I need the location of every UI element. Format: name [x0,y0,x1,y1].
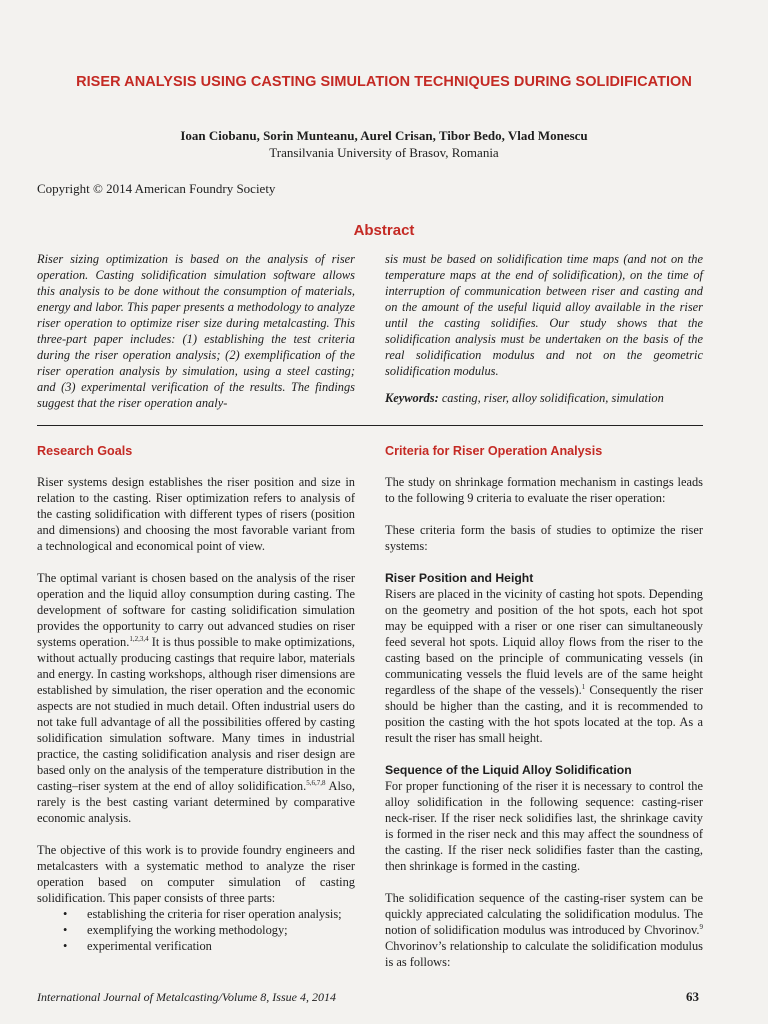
paragraph-text: Chvorinov’s relationship to calculate the solidification modulus is as follows: [385,939,703,969]
journal-footer: International Journal of Metalcasting/Volume 8, Issue 4, 2014 [37,990,336,1004]
citation-ref: 5,6,7,8 [306,778,326,787]
bullet-glyph: • [63,939,68,953]
paragraph-text: The optimal variant is chosen based on the analysis of the riser operation and the liquid alloy consumption during casting. The development of software for casting solidification simulation provides the opportunity to carry out advanced studies on riser systems operation. [37,571,355,649]
abstract-paragraph-right: sis must be based on solidification time maps (and not on the temperature maps at the end of solidification), on the time of interruption of communication between riser and casting and on the amount of the useful liquid alloy available in the riser until the casting solidifies. Our study shows that the solidification analysis must be undertaken on the basis of the real solidification modulus and not on the geometric solidification modulus. [385,252,703,378]
paragraph-text: Also, rarely is the best casting variant determined by comparative economic analysis. [37,779,355,825]
research-goals-paragraph-1: Riser systems design establishes the riser position and size in relation to the casting. Riser optimization refers to analysis of the casting solidification with different types of risers (position and dimensions) and choosing the most favorable variant from a technological and economical point of view. [37,475,355,553]
riser-position-heading: Riser Position and Height [385,571,534,585]
list-item-text: exemplifying the working methodology; [87,923,288,937]
abstract-text-right [385,251,703,379]
right-column-body [385,474,703,970]
solidification-sequence-text: For proper functioning of the riser it is necessary to control the alloy solidification in the following sequence: casting-riser neck-riser. If the riser neck solidifies last, the shrinkage cavity is formed in the riser neck and this may affect the soundness of the casting. If the riser neck solidifies faster than the casting, then shrinkage is formed in the casting. [385,779,703,873]
citation-ref: 1 [581,682,586,691]
citation-ref: 1,2,3,4 [129,634,149,643]
research-goals-heading: Research Goals [37,444,133,458]
affiliation: Transilvania University of Brasov, Romania [269,145,499,160]
paragraph-text: Consequently the riser should be higher than the casting, and it is recommended to position the casting with the hot spots located at the top. As a result the riser has small height. [385,683,703,745]
page-number: 63 [686,989,699,1004]
research-goals-paragraph-2 [37,570,355,826]
abstract-heading: Abstract [353,222,415,239]
criteria-paragraph-3 [385,890,703,970]
keywords-label: Keywords: [385,391,439,405]
author-list: Ioan Ciobanu, Sorin Munteanu, Aurel Crisan, Tibor Bedo, Vlad Monescu [180,128,588,143]
list-item [37,922,355,938]
keywords-list: casting, riser, alloy solidification, simulation [441,391,664,405]
criteria-paragraph-2: These criteria form the basis of studies to optimize the riser systems: [385,523,703,553]
criteria-heading: Criteria for Riser Operation Analysis [385,444,603,458]
bullet-glyph: • [63,907,68,921]
research-goals-paragraph-3: The objective of this work is to provide foundry engineers and metalcasters with a systematic method to analyze the riser operation based on computer simulation of casting solidification. This paper consists of three parts: [37,843,355,905]
list-item-text: experimental verification [87,939,212,953]
list-item [37,938,355,954]
paragraph-text: It is thus possible to make optimizations, without actually producing castings that require labor, materials and energy. In casting workshops, although riser dimensions are established by simulation, the riser operation and the economic aspects are not studied in much detail. Often industrial users do not take full advantage of all the possibilities offered by casting solidification simulation software. Many times in industrial practice, the casting solidification analysis and riser design are based only on the analysis of the temperature distribution in the casting–riser system at the end of alloy solidification. [37,635,356,793]
paper-title: RISER ANALYSIS USING CASTING SIMULATION TECHNIQUES DURING SOLIDIFICATION [76,74,692,90]
left-column-body [37,474,355,954]
criteria-paragraph-1: The study on shrinkage formation mechanism in castings leads to the following 9 criteria to evaluate the riser operation: [385,475,703,505]
list-item-text: establishing the criteria for riser operation analysis; [87,907,342,921]
solidification-sequence-heading: Sequence of the Liquid Alloy Solidification [385,763,632,777]
bullet-glyph: • [63,923,68,937]
keywords [385,391,703,406]
citation-ref: 9 [699,922,703,931]
copyright-notice: Copyright © 2014 American Foundry Society [37,181,276,196]
paragraph-text: Risers are placed in the vicinity of casting hot spots. Depending on the geometry and position of the hot spots, each hot spot may be equipped with a riser or one riser can simultaneously feed several hot spots. Liquid alloy flows from the riser to the casting based on the principle of communicating vessels (in communicating vessels the fluid levels are of the same height regardless of the shape of the vessels). [385,587,703,697]
paragraph-text: The solidification sequence of the casting-riser system can be quickly appreciated calculating the solidification modulus. The notion of solidification modulus was introduced by Chvorinov. [385,891,703,937]
list-item [37,906,355,922]
section-divider [37,425,703,426]
parts-list [37,906,355,954]
abstract-text-left [37,251,355,411]
riser-position-text [385,586,703,746]
abstract-paragraph-left: Riser sizing optimization is based on the analysis of riser operation. Casting solidification simulation software allows this analysis to be done without the consumption of materials, energy and labor. This paper presents a methodology to analyze riser operation to optimize riser size during metalcasting. This three-part paper includes: (1) establishing the test criteria during the riser operation analysis; (2) exemplification of the riser operation analysis by simulation, using a steel casting; and (3) experimental verification of the results. The findings suggest that the riser operation analy- [37,252,355,410]
